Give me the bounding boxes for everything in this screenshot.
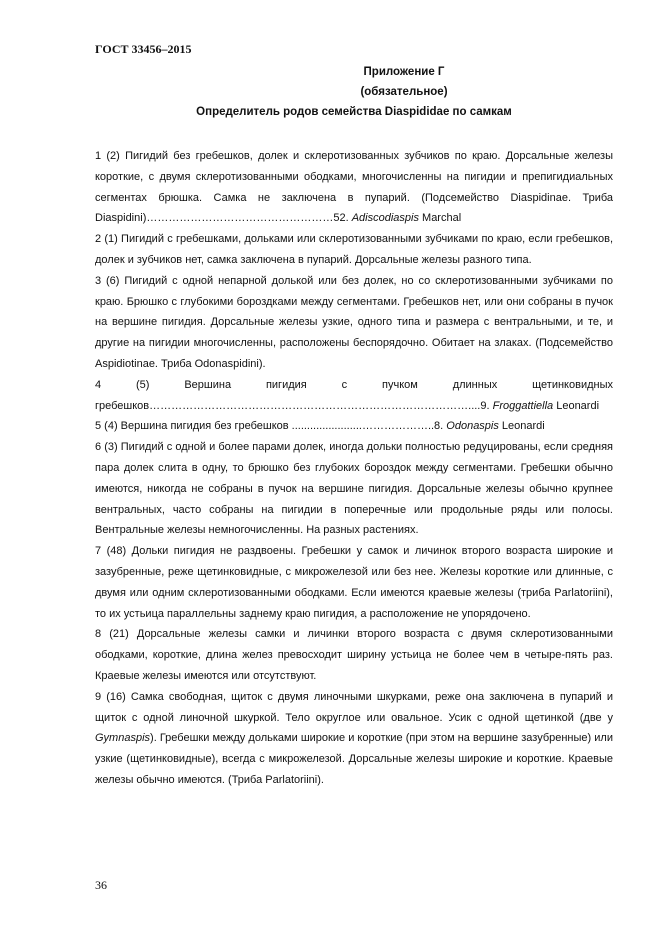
key-entry-4 — [95, 375, 613, 417]
key-entry-1 — [95, 146, 613, 229]
key-entry-8 — [95, 624, 613, 686]
key-text: 2 (1) Пигидий с гребешками, дольками или склеротизованными зубчиками по краю, если гребешков, долек и зубчиков нет, самка заключена в пупарий. Дорсальные железы разного типа. — [95, 233, 613, 266]
key-text-continued: ). Гребешки между дольками широкие и короткие (при этом на вершине зазубренные) или узкие (щетинковидные), всегда с микрожелезой. Дорсальные железы широкие и короткие. Краевые железы обычно имеются. (Триба Parlatoriini). — [95, 732, 613, 786]
key-entry-3 — [95, 271, 613, 375]
key-entry-2 — [95, 229, 613, 271]
heading-text-end: по самкам — [449, 106, 512, 118]
page-number: 36 — [95, 878, 107, 892]
genus-name: Froggattiella — [492, 399, 554, 412]
key-text: 1 (2) Пигидий без гребешков, долек и склеротизованных зубчиков по краю. Дорсальные железы короткие, с двумя склеротизованными ободками, многочисленны на пигидии и препигидиальных сегментах брюшка. Самка не заключена в пупарий. (Подсемейство Diaspidinae. Триба Diaspidini)……………………………………………52. — [95, 150, 613, 225]
key-entry-7 — [95, 541, 613, 624]
appendix-status: (обязательное) — [360, 86, 448, 98]
appendix-heading-block — [95, 62, 613, 122]
genus-name: Adiscodiaspis — [351, 212, 419, 225]
heading-text-start: Определитель родов семейства — [196, 106, 385, 118]
author-name: Marchal — [418, 212, 462, 225]
document-code: ГОСТ 33456–2015 — [95, 42, 192, 56]
appendix-title: Приложение Г — [363, 66, 445, 78]
key-text: 7 (48) Дольки пигидия не раздвоены. Гребешки у самок и личинок второго возраста широкие и зазубренные, реже щетинковидные, с микрожелезой или без нее. Железы короткие или длинные, с двумя или одним склеротизованными ободками. Если имеются краевые железы (триба Parlatoriini), то их устьица параллельны заднему краю пигидия, а расположение не упорядочено. — [95, 545, 613, 620]
key-text: 8 (21) Дорсальные железы самки и личинки второго возраста с двумя склеротизованными ободками, короткие, длина желез превосходит ширину устьица не более чем в четыре-пять раз. Краевые железы имеются или отсутствуют. — [95, 628, 613, 682]
key-entry-5 — [95, 416, 613, 437]
author-name: Leonardi — [498, 420, 545, 433]
key-entry-6 — [95, 437, 613, 541]
author-name: Leonardi — [553, 399, 600, 412]
heading-taxon: Diaspididae — [384, 106, 450, 118]
key-text: 6 (3) Пигидий с одной и более парами долек, иногда дольки полностью редуцированы, если средняя пара долек слита в одну, то брюшко без глубоких бороздок между сегментами. Гребешки обычно имеются, никогда не собраны в пучок на вершине пигидия. Дорсальные железы обычно крупнее вентральных, часто собраны на пигидии в поперечные или продольные ряды или полосы. Вентральные железы немногочисленны. На разных растениях. — [95, 441, 613, 537]
key-text: 4 (5) Вершина пигидия с пучком длинных щетинковидных гребешков……………………………………………………………………………....9. — [95, 378, 613, 412]
key-text: 3 (6) Пигидий с одной непарной долькой или без долек, но со склеротизованными зубчиками по краю. Брюшко с глубокими бороздками между сегментами. Гребешков нет, или они собраны в пучок на вершине пигидия. Дорсальные железы узкие, одного типа и размера с вентральными, и те, и другие на пигидии многочисленны, расположены беспорядочно. Обитает на злаках. (Подсемейство Aspidiotinae. Триба Odonaspidini). — [95, 274, 613, 370]
genus-name: Gymnaspis — [95, 732, 151, 745]
key-text — [95, 146, 613, 791]
key-text: 5 (4) Вершина пигидия без гребешков .......................………………..8. — [95, 420, 447, 433]
genus-name: Odonaspis — [446, 420, 499, 433]
appendix-heading — [95, 102, 613, 122]
key-entry-9 — [95, 687, 613, 791]
key-text: 9 (16) Самка свободная, щиток с двумя линочными шкурками, реже она заключена в пупарий и щиток с одной линочной шкуркой. Тело округлое или овальное. Усик с одной щетинкой (две у — [95, 690, 613, 724]
